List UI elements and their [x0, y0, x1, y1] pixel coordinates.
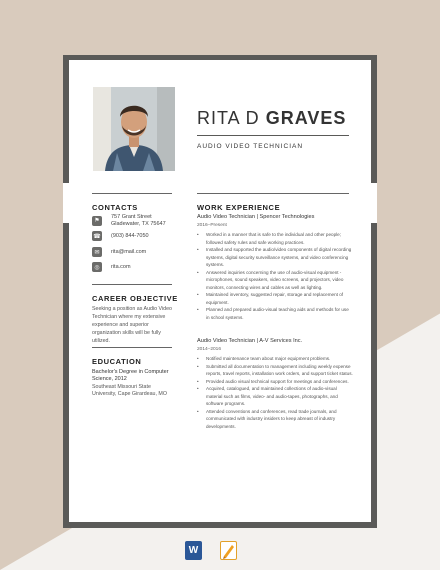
left-mid-divider	[92, 284, 172, 285]
objective-text: Seeking a position as Audio Video Technician where my extensive experience and superior organization skills will be fully utilized.	[92, 306, 173, 344]
phone-text: (903) 844-7050	[111, 232, 149, 239]
job-2-bullet: • Acquired, catalogued, and maintained collections of audio-visual material such as films, video- and audio-tapes, photographs, and software programs.	[197, 385, 353, 408]
job-2-bullet: • Attended conventions and conferences, read trade journals, and communicated with industry insiders to keep abreast of industry developments.	[197, 408, 353, 431]
education-school: Southeast Missouri State University, Cape Girardeau, MO	[92, 384, 167, 397]
job-2-bullet: • Provided audio visual technical support for meetings and conferences.	[197, 378, 353, 386]
experience-heading: WORK EXPERIENCE	[197, 203, 281, 212]
phone-icon: ☎	[92, 231, 102, 241]
word-icon[interactable]	[185, 541, 202, 560]
address-line-2: Gladewater, TX 75647	[111, 220, 166, 227]
pages-icon[interactable]	[220, 541, 237, 560]
left-low-divider	[92, 347, 172, 348]
job-1-bullet: • Maintained inventory, suggested repair, storage and replacement of equipment.	[197, 291, 353, 306]
last-name: GRAVES	[265, 108, 347, 128]
left-top-divider	[92, 193, 172, 194]
email-icon: ✉	[92, 247, 102, 257]
education-degree: Bachelor's Degree in Computer Science, 2012	[92, 369, 169, 382]
candidate-name	[197, 108, 346, 129]
profile-photo	[93, 87, 175, 171]
job-1-bullets	[197, 231, 353, 321]
job-2-dates: 2014–2016	[197, 347, 222, 352]
job-2-bullet: • Notified maintenance team about major equipment problems.	[197, 355, 353, 363]
contact-email	[92, 247, 146, 257]
objective-heading: CAREER OBJECTIVE	[92, 294, 178, 303]
education-heading: EDUCATION	[92, 357, 142, 366]
contact-website	[92, 262, 131, 272]
job-1-dates: 2016–Present	[197, 223, 227, 228]
location-icon: ⚑	[92, 216, 102, 226]
address-line-1: 757 Grant Street	[111, 214, 152, 220]
first-name: RITA D	[197, 108, 266, 128]
job-1-bullet: • Answered inquiries concerning the use of audio-visual equipment - microphones, sound speakers, video screens, and projectors, video monitors, connecting wires and cables as well as lighting.	[197, 269, 353, 292]
job-1-bullet: • Installed and supported the audio/video components of digital recording systems, digital security surveillance systems, and video conferencing systems.	[197, 246, 353, 269]
job-2-title: Audio Video Technician | A-V Services Inc.	[197, 338, 303, 344]
word-letter: W	[188, 545, 199, 556]
globe-icon: ◎	[92, 262, 102, 272]
email-text: rita@mail.com	[111, 248, 147, 255]
job-2-bullets	[197, 355, 353, 430]
job-title-heading: AUDIO VIDEO TECHNICIAN	[197, 143, 304, 150]
job-2-bullet: • Submitted all documentation to management including weekly expense reports, travel reports, installation work orders, and support ticket status.	[197, 363, 353, 378]
job-1-bullet: • Planned and prepared audio-visual teaching aids and methods for use in school systems.	[197, 306, 353, 321]
contact-address	[92, 214, 166, 227]
name-divider	[197, 135, 349, 136]
job-1-bullet: • Worked in a manner that is safe to the individual and other people; followed safety rules and safe working practices.	[197, 231, 353, 246]
website-text: rita.com	[111, 263, 131, 270]
contacts-heading: CONTACTS	[92, 203, 138, 212]
job-1-title: Audio Video Technician | Spencer Technologies	[197, 214, 315, 220]
right-top-divider	[197, 193, 349, 194]
contact-phone	[92, 231, 149, 241]
